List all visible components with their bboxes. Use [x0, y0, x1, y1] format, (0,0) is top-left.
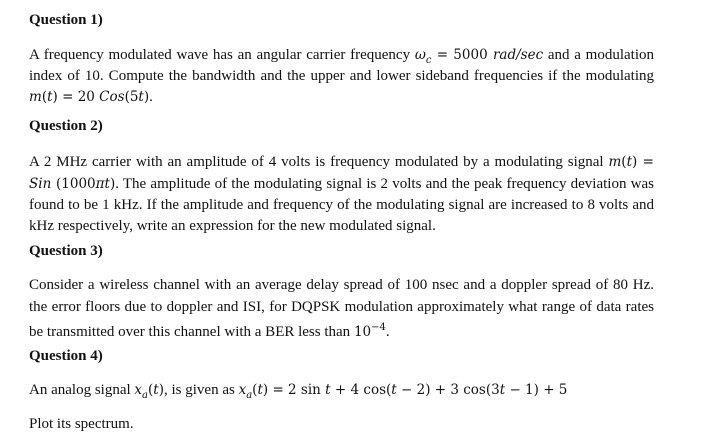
- math-expression: + 4 cos(: [330, 382, 392, 398]
- text-segment: kHz respectively, write an expression for the new modulated signal.: [29, 218, 436, 234]
- math-expression: ) = 20: [52, 89, 100, 105]
- math-expression: t: [47, 89, 53, 105]
- math-expression: x: [238, 382, 247, 398]
- text-segment: Plot its spectrum.: [29, 416, 134, 432]
- math-expression: (: [252, 382, 258, 398]
- math-expression: − 1) + 5: [505, 382, 568, 398]
- math-expression: a: [246, 390, 253, 401]
- question-heading: Question 4): [29, 348, 103, 364]
- math-expression: rad/sec: [492, 47, 544, 63]
- math-expression: t: [499, 382, 506, 398]
- question-text-line: [29, 196, 654, 214]
- math-expression: (1000: [51, 176, 96, 192]
- text-segment: and a modulation: [543, 47, 654, 63]
- math-expression: ): [109, 176, 116, 192]
- question-text-line: [29, 415, 654, 433]
- math-expression: (: [148, 382, 154, 398]
- math-expression: t: [153, 382, 159, 398]
- math-expression: t: [391, 382, 397, 398]
- math-expression: − 2) + 3 cos(3: [396, 382, 500, 398]
- question-heading: Question 3): [29, 243, 103, 259]
- math-expression: t: [257, 382, 263, 398]
- question-text-line: [29, 153, 654, 171]
- math-expression: = 5000: [431, 47, 493, 63]
- math-expression: ) =: [632, 154, 654, 170]
- question-text-line: [29, 46, 654, 64]
- text-segment: the error floors due to doppler and ISI, for DQPSK modulation approximately what range of data rates: [29, 299, 654, 315]
- math-expression: Cos: [99, 89, 125, 105]
- text-segment: A 2 MHz carrier with an amplitude of 4 volts is frequency modulated by a modulating signal: [29, 154, 609, 170]
- math-expression: t: [325, 382, 331, 398]
- question-text-line: [29, 67, 654, 85]
- math-expression: (: [41, 89, 48, 105]
- text-segment: , is given as: [164, 382, 239, 398]
- math-expression: Sin: [29, 176, 52, 192]
- text-segment: .: [385, 324, 390, 340]
- text-segment: index of 10. Compute the bandwidth and the upper and lower sideband frequencies if the modulating: [29, 68, 654, 84]
- math-expression: ): [158, 382, 164, 398]
- question-text-line: [29, 88, 654, 106]
- math-expression: t: [138, 89, 144, 105]
- text-segment: Consider a wireless channel with an average delay spread of 100 nsec and a doppler spread of 80 Hz.: [29, 277, 654, 293]
- math-expression: 10: [353, 324, 372, 340]
- question-text-line: [29, 381, 654, 405]
- math-expression: ω: [414, 47, 426, 63]
- question-text-line: [29, 175, 654, 193]
- text-segment: be transmitted over this channel with a BER less than: [29, 324, 354, 340]
- question-heading: Question 1): [29, 12, 103, 28]
- text-segment: found to be 1 kHz. If the amplitude and frequency of the modulating signal are increased to 8 volts and: [29, 197, 654, 213]
- math-expression: t: [626, 154, 632, 170]
- math-expression: c: [425, 55, 432, 64]
- math-expression: m: [608, 154, 622, 170]
- question-text-line: [29, 319, 654, 341]
- math-expression: (5: [124, 89, 139, 105]
- question-text-line: [29, 276, 654, 294]
- text-segment: . The amplitude of the modulating signal is 2 volts and the peak frequency deviation was: [115, 176, 654, 192]
- math-expression: (: [621, 154, 627, 170]
- math-expression: ) = 2 sin: [262, 382, 326, 398]
- math-expression: −4: [371, 322, 386, 333]
- text-segment: .: [149, 89, 153, 105]
- math-expression: a: [142, 390, 148, 401]
- text-segment: A frequency modulated wave has an angular carrier frequency: [29, 47, 415, 63]
- question-heading: Question 2): [29, 118, 103, 134]
- question-text-line: [29, 298, 654, 316]
- math-expression: x: [134, 382, 143, 398]
- question-text-line: [29, 217, 654, 235]
- math-expression: πt: [95, 176, 110, 192]
- math-expression: m: [29, 89, 42, 105]
- math-expression: ): [143, 89, 150, 105]
- text-segment: An analog signal: [29, 382, 135, 398]
